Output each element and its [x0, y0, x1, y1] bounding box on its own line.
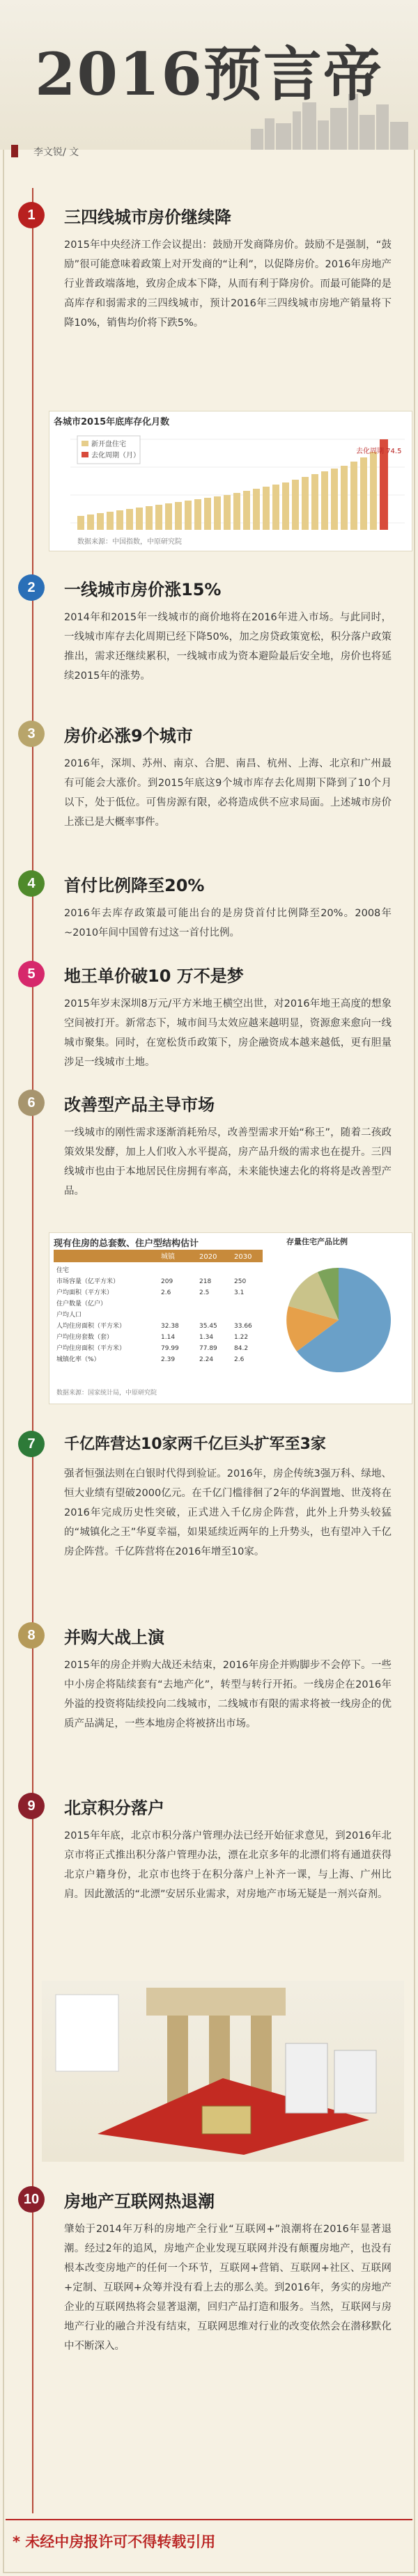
illustration-hukou — [42, 1981, 404, 2162]
section-title: 北京积分落户 — [64, 1798, 164, 1818]
table-cell: 户均住房面积（平方米） — [56, 1345, 126, 1352]
table-cell: 218 — [199, 1278, 212, 1285]
timeline-spine — [32, 188, 33, 2513]
table-cell: 32.38 — [161, 1323, 179, 1330]
table-cell: 户均面积（平方米） — [56, 1289, 114, 1296]
section-title: 地王单价破10 万不是梦 — [64, 966, 244, 986]
table-header-row — [54, 1250, 263, 1262]
table-cell: 城镇化率（%） — [56, 1356, 100, 1363]
table-cell: 人均住房面积（平方米） — [56, 1323, 126, 1330]
illustration-building — [146, 1988, 286, 2016]
header — [0, 0, 418, 150]
section-body: 强者恒强法则在白银时代得到验证。2016年，房企传统3强万科、绿地、恒大业绩有望破2000亿元。在千亿门槛徘徊了2年的华润置地、世茂将在2016年完成历史性突破，正式进入千亿房企阵营，此外上升势头较猛的“城镇化之王”华夏幸福，如果延续近两年的上升势头，也有望冲入千亿房企阵营。千亿阵营将在2016年增至10家。 — [64, 1468, 392, 1557]
table-cell: 35.45 — [199, 1323, 217, 1330]
section-title: 首付比例降至20% — [64, 876, 205, 895]
table-cell: 3.1 — [234, 1289, 245, 1296]
section-title: 三四线城市房价继续降 — [64, 207, 231, 227]
section-number-badge: 2 — [18, 574, 45, 601]
section-title: 一线城市房价涨15% — [64, 580, 222, 599]
pie-chart — [286, 1268, 391, 1372]
chart-callout: 去化周期 74.5 — [356, 448, 402, 455]
section-number-badge: 8 — [18, 1622, 45, 1649]
section-body: 2015年的房企并购大战还未结束，2016年房企并购脚步不会停下。一些中小房企将陆续套有“去地产化”，转型与转行开拓。一线房企在2016年外溢的投资将陆续投向二线城市，二线城市有限的需求将被一线房企的优质产品满足，一些本地房企将被挤出市场。 — [64, 1660, 392, 1729]
section-title: 并购大战上演 — [64, 1628, 164, 1647]
section-body: 2015年年底，北京市积分落户管理办法已经开始征求意见，到2016年北京市将正式推出积分落户管理办法，漂在北京多年的北漂们将有通道获得北京户籍身份，北京市也终于在积分落户上补齐一课，与上海、广州比肩。因此激活的“北漂”安居乐业需求，对房地产市场无疑是一剂兴奋剂。 — [64, 1830, 392, 1900]
section-body: 2016年，深圳、苏州、南京、合肥、南昌、杭州、上海、北京和广州最有可能会大涨价。到2015年底这9个城市库存去化周期下降到了10个月以下，处于低位。可售房源有限，必将造成供不应求局面。上述城市房价上涨已是大概率事件。 — [64, 758, 392, 828]
section-title: 改善型产品主导市场 — [64, 1095, 215, 1115]
table-cell: 1.34 — [199, 1334, 214, 1341]
table-cell: 2.6 — [161, 1289, 171, 1296]
section-body: 2014年和2015年一线城市的商价地将在2016年进入市场。与此同时，一线城市库存去化周期已经下降50%，加之房贷政策宽松，积分落户政策推出，需求还继续累积，一线城市成为资本避险最后安全地，房价也将延续2015年的涨势。 — [64, 612, 392, 682]
illustration-svg — [42, 1981, 404, 2162]
section-number-badge: 5 — [18, 961, 45, 987]
section-body: 2016年去库存政策最可能出台的是房贷首付比例降至20%。2008年~2010年间中国曾有过这一首付比例。 — [64, 908, 392, 938]
chart-svg — [49, 411, 412, 551]
byline-marker — [11, 145, 18, 157]
table-cell: 2.24 — [199, 1356, 214, 1363]
table-header-cell: 城镇 — [161, 1253, 175, 1261]
chart-title: 各城市2015年底库存化月数 — [54, 417, 170, 427]
illustration-sign — [202, 2106, 251, 2134]
section-body: 一线城市的刚性需求逐渐消耗殆尽，改善型需求开始“称王”，随着二孩政策效果发酵，加上人们收入水平提高，房产品升级的需求也在提升。三四线城市也由于本地居民住房拥有率高，未来能快速去化的将将是改善型产品。 — [64, 1127, 392, 1197]
table-cell: 2.6 — [234, 1356, 245, 1363]
table-header-cell: 2020 — [199, 1253, 217, 1261]
section-number-badge: 1 — [18, 202, 45, 228]
section-title: 房价必涨9个城市 — [64, 726, 193, 746]
illustration-note-box — [56, 1995, 118, 2071]
section-title: 房地产互联网热退潮 — [64, 2192, 215, 2211]
table-cell: 市场容量（亿平方米） — [56, 1278, 120, 1285]
section-number-badge: 4 — [18, 870, 45, 897]
table-svg — [49, 1233, 412, 1404]
page-title: 2016预言帝 — [35, 40, 383, 109]
table-source: 数据来源：国家统计局，中原研究院 — [56, 1390, 157, 1397]
chart-legend-box — [77, 436, 140, 464]
table-cell: 209 — [161, 1278, 173, 1285]
table-cell: 2.5 — [199, 1289, 210, 1296]
legend-swatch-a — [82, 441, 88, 446]
section-number-badge: 9 — [18, 1793, 45, 1819]
section-number-badge: 3 — [18, 721, 45, 747]
table-cell: 33.66 — [234, 1323, 252, 1330]
legend-label-b: 去化周期（月） — [91, 452, 140, 460]
section-body: 2015年岁末深圳8万元/平方米地王横空出世，对2016年地王高度的想象空间被打开。新常态下，城市间马太效应越来越明显，资源愈来愈向一线城市聚集。同时，在宽松货币政策下，房企融资成本越来越低，更有胆量涉足一线城市土地。 — [64, 998, 392, 1068]
pie-title: 存量住宅产品比例 — [286, 1237, 348, 1246]
table-chart-housing — [49, 1232, 412, 1404]
section-body: 2015年中央经济工作会议提出：鼓励开发商降房价。鼓励不是强制，“鼓励”很可能意味着政策上对开发商的“让利”，以促降房价。2016年房地产行业普政端落地，致房企成本下降，从而有利于降房价。而最可能降的是高库存和弱需求的三四线城市，预计2016年三四线城市房地产销量将下降10%，销售均价将下跌5%。 — [64, 239, 392, 329]
table-cell: 77.89 — [199, 1345, 217, 1352]
table-cell: 84.2 — [234, 1345, 249, 1352]
chart-inventory-months — [49, 411, 412, 551]
byline: 李文锐/ 文 — [33, 147, 79, 158]
table-cell: 250 — [234, 1278, 247, 1285]
table-cell: 1.14 — [161, 1334, 176, 1341]
table-cell: 户均人口 — [56, 1312, 82, 1319]
section-number-badge: 7 — [18, 1431, 45, 1457]
section-number-badge: 10 — [18, 2186, 45, 2213]
table-cell: 79.99 — [161, 1345, 179, 1352]
chart-source: 数据来源：中国指数，中原研究院 — [77, 538, 182, 546]
table-header-cell: 2030 — [234, 1253, 252, 1261]
table-cell: 住宅 — [56, 1267, 70, 1274]
table-cell: 1.22 — [234, 1334, 249, 1341]
section-title: 千亿阵营达10家两千亿巨头扩军至3家 — [64, 1436, 326, 1453]
table-cell: 户均住房套数（套） — [56, 1334, 114, 1341]
legend-swatch-b — [82, 452, 88, 457]
legend-label-a: 新开盘住宅 — [91, 441, 126, 448]
section-body: 肇始于2014年万科的房地产全行业“互联网+”浪潮将在2016年显著退潮。经过2年的追风，房地产企业发现互联网并没有颠覆房地产，也没有根本改变房地产的任何一个环节，互联网+营销、互联网+社区、互联网+定制、互联网+众筹并没有看上去的那么美。到2016年，务实的房地产企业的互联网热将会显著退潮，回归产品打造和服务。当然，互联网与房地产行业的融合并没有结束，互联网思维对行业的改变依然会在潜移默化中不断深入。 — [64, 2224, 392, 2352]
table-cell: 住户数量（亿户） — [56, 1301, 107, 1307]
table-title: 现有住房的总套数、住户型结构估计 — [54, 1239, 199, 1249]
section-number-badge: 6 — [18, 1090, 45, 1116]
table-cell: 2.39 — [161, 1356, 176, 1363]
footer-notice: * 未经中房报许可不得转载引用 — [13, 2534, 216, 2550]
footer-divider — [6, 2519, 412, 2520]
